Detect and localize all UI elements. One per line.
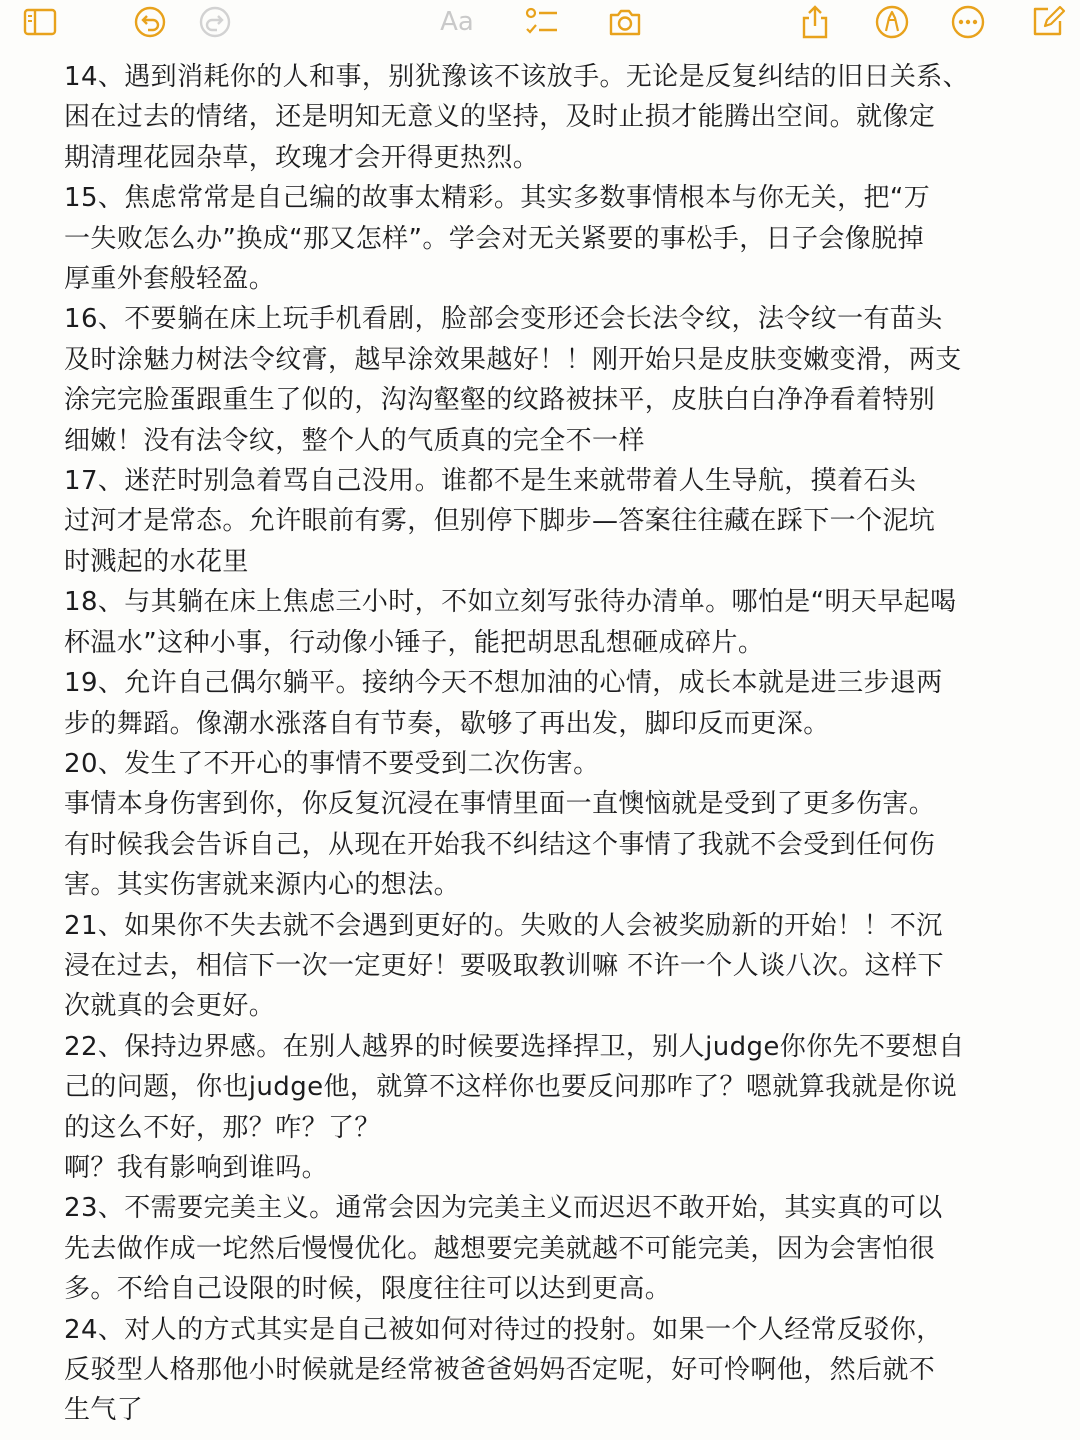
- note-line: 先去做作成一坨然后慢慢优化。越想要完美就越不可能完美，因为会害怕很: [64, 1233, 936, 1264]
- note-line: 反驳型人格那他小时候就是经常被爸爸妈妈否定呢，好可怜啊他，然后就不: [64, 1355, 936, 1385]
- note-line: 22、保持边界感。在别人越界的时候要选择捍卫，别人judge你你先不要想自: [64, 1031, 965, 1062]
- note-line: 16、不要躺在床上玩手机看剧，脸部会变形还会长法令纹，法令纹一有苗头: [64, 304, 943, 335]
- note-line: 24、对人的方式其实是自己被如何对待过的投射。如果一个人经常反驳你，: [64, 1314, 943, 1345]
- note-line: 多。不给自己设限的时候，限度往往可以达到更高。: [64, 1274, 672, 1305]
- note-line: 杯温水”这种小事，行动像小锤子，能把胡思乱想砸成碎片。: [64, 627, 765, 658]
- note-line: 过河才是常态。允许眼前有雾，但别停下脚步—答案往往藏在踩下一个泥坑: [64, 506, 936, 537]
- note-line: 时溅起的水花里: [64, 546, 249, 577]
- note-line: 20、发生了不开心的事情不要受到二次伤害。: [64, 748, 600, 779]
- more-icon[interactable]: [948, 2, 988, 42]
- note-body[interactable]: [64, 57, 1024, 1431]
- note-line: 浸在过去，相信下一次一定更好！要吸取教训嘛 不许一个人谈八次。这样下: [64, 950, 944, 981]
- markup-icon[interactable]: [872, 2, 912, 42]
- checklist-icon[interactable]: [522, 2, 562, 42]
- note-line: 17、迷茫时别急着骂自己没用。谁都不是生来就带着人生导航，摸着石头: [64, 466, 917, 497]
- camera-icon[interactable]: [605, 2, 645, 42]
- note-line: 期清理花园杂草，玫瑰才会开得更热烈。: [64, 142, 540, 173]
- note-line: 事情本身伤害到你，你反复沉浸在事情里面一直懊恼就是受到了更多伤害。: [64, 789, 936, 820]
- note-line: 有时候我会告诉自己，从现在开始我不纠结这个事情了我就不会受到任何伤: [64, 829, 936, 860]
- share-icon[interactable]: [795, 2, 835, 42]
- note-toolbar: [0, 0, 1080, 44]
- note-line: 步的舞蹈。像潮水涨落自有节奏，歇够了再出发，脚印反而更深。: [64, 708, 830, 739]
- note-line: 的这么不好，那？咋？了？: [64, 1112, 381, 1143]
- note-line: 己的问题，你也judge他，就算不这样你也要反问那咋了？嗯就算我就是你说: [64, 1072, 958, 1103]
- text-style-icon[interactable]: Aa: [440, 7, 474, 37]
- note-line: 14、遇到消耗你的人和事，别犹豫该不该放手。无论是反复纠结的旧日关系、: [64, 62, 970, 92]
- note-line: 困在过去的情绪，还是明知无意义的坚持，及时止损才能腾出空间。就像定: [64, 102, 936, 133]
- note-line: 21、如果你不失去就不会遇到更好的。失败的人会被奖励新的开始！！不沉: [64, 910, 943, 941]
- compose-icon[interactable]: [1028, 2, 1068, 42]
- note-line: 生气了: [64, 1395, 144, 1426]
- undo-icon[interactable]: [130, 2, 170, 42]
- note-line: 厚重外套般轻盈。: [64, 264, 276, 295]
- note-line: 18、与其躺在床上焦虑三小时，不如立刻写张待办清单。哪怕是“明天早起喝: [64, 587, 957, 618]
- note-line: 15、焦虑常常是自己编的故事太精彩。其实多数事情根本与你无关，把“万: [64, 183, 931, 214]
- note-line: 19、允许自己偶尔躺平。接纳今天不想加油的心情，成长本就是进三步退两: [64, 668, 943, 699]
- note-line: 23、不需要完美主义。通常会因为完美主义而迟迟不敢开始，其实真的可以: [64, 1193, 943, 1224]
- redo-icon[interactable]: [195, 2, 235, 42]
- sidebar-icon[interactable]: [20, 2, 60, 42]
- note-line: 涂完完脸蛋跟重生了似的，沟沟壑壑的纹路被抹平，皮肤白白净净看着特别: [64, 385, 936, 416]
- note-line: 一失败怎么办”换成“那又怎样”。学会对无关紧要的事松手，日子会像脱掉: [64, 223, 925, 254]
- note-line: 及时涂魅力树法令纹膏，越早涂效果越好！！刚开始只是皮肤变嫩变滑，两支: [64, 344, 962, 375]
- note-line: 次就真的会更好。: [64, 991, 276, 1022]
- note-line: 害。其实伤害就来源内心的想法。: [64, 870, 461, 901]
- note-line: 细嫩！没有法令纹，整个人的气质真的完全不一样: [64, 425, 645, 456]
- note-line: 啊？我有影响到谁吗。: [64, 1152, 329, 1183]
